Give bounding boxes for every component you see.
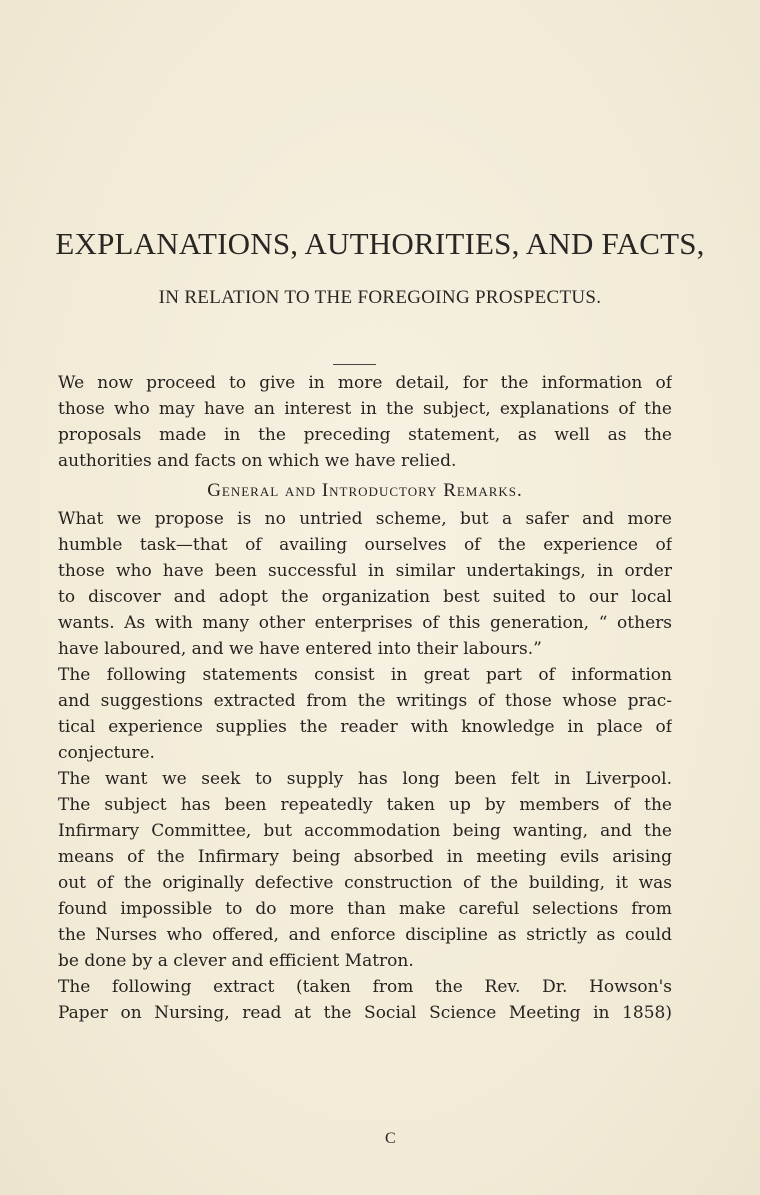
paragraph-line: The following extract (taken from the Rev. Dr. Howson's (58, 977, 672, 997)
page-title: EXPLANATIONS, AUTHORITIES, AND FACTS, (55, 226, 705, 261)
paragraph-line: conjecture. (58, 743, 155, 763)
paragraph-line: found impossible to do more than make careful selections from (58, 899, 672, 919)
intro-line: those who may have an interest in the subject, explanations of the (58, 399, 672, 419)
paragraph-line: be done by a clever and efficient Matron. (58, 951, 414, 971)
section-heading: General and Introductory Remarks. (207, 480, 523, 501)
paragraph-line: tical experience supplies the reader with knowledge in place of (58, 717, 672, 737)
intro-line: proposals made in the preceding statement, as well as the (58, 425, 672, 445)
body-text (58, 370, 672, 1026)
paragraph-line: those who have been successful in similar undertakings, in order (58, 561, 672, 581)
paragraph-line: to discover and adopt the organization best suited to our local (58, 587, 672, 607)
paragraph-line: The following statements consist in great part of information (58, 665, 672, 685)
catchword: C (385, 1130, 396, 1147)
paragraph-line: the Nurses who offered, and enforce discipline as strictly as could (58, 925, 672, 945)
page-subtitle: IN RELATION TO THE FOREGOING PROSPECTUS. (158, 287, 602, 308)
divider-rule (333, 364, 376, 365)
paragraph-line: What we propose is no untried scheme, but a safer and more (58, 509, 672, 529)
paragraph-line: humble task—that of availing ourselves of the experience of (58, 535, 672, 555)
paragraph-line: wants. As with many other enterprises of this generation, “ others (58, 613, 672, 633)
paragraph-line: and suggestions extracted from the writings of those whose prac- (58, 691, 672, 711)
intro-line: authorities and facts on which we have relied. (58, 451, 457, 471)
paragraph-line: means of the Infirmary being absorbed in meeting evils arising (58, 847, 672, 867)
paragraph-line: Paper on Nursing, read at the Social Science Meeting in 1858) (58, 1003, 672, 1023)
paragraph-line: The want we seek to supply has long been felt in Liverpool. (58, 769, 672, 789)
paragraph-line: have laboured, and we have entered into their labours.” (58, 639, 542, 659)
paragraph-line: out of the originally defective construction of the building, it was (58, 873, 672, 893)
paragraph-line: The subject has been repeatedly taken up by members of the (58, 795, 672, 815)
intro-line: We now proceed to give in more detail, for the information of (58, 373, 672, 393)
paragraph-line: Infirmary Committee, but accommodation being wanting, and the (58, 821, 672, 841)
